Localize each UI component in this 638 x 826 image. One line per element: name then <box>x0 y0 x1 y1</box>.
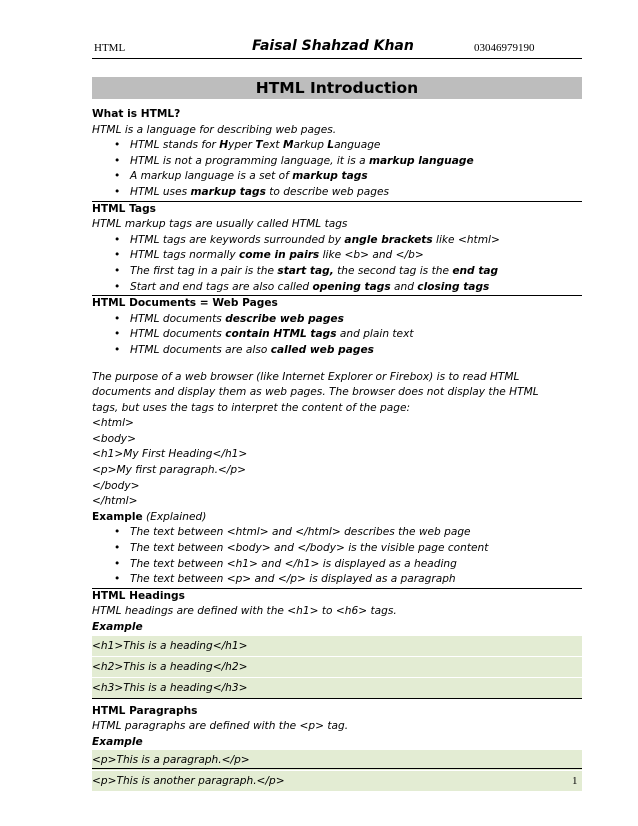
code-line: <h1>My First Heading</h1> <box>92 448 248 461</box>
section-heading: What is HTML? <box>92 108 181 120</box>
header-author: Faisal Shahzad Khan <box>252 38 414 54</box>
bullet-list <box>92 138 582 201</box>
section-heading: HTML Documents = Web Pages <box>92 297 278 310</box>
example-label: Example <box>92 621 143 633</box>
bullet-list <box>92 233 582 296</box>
page-header <box>92 38 582 59</box>
code-line: <p>This is a paragraph.</p> <box>92 750 582 771</box>
section-html-documents <box>92 296 582 589</box>
paragraph-line: The purpose of a web browser (like Internet Explorer or Firebox) is to read HTML <box>92 370 520 383</box>
section-heading: HTML Paragraphs <box>92 704 198 717</box>
section-what-is-html <box>92 107 582 202</box>
list-item: • The first tag in a pair is the start tag, the second tag is the end tag <box>92 264 582 280</box>
list-item: • The text between <body> and </body> is the visible page content <box>92 541 582 557</box>
section-heading: HTML Tags <box>92 202 156 215</box>
code-line: </body> <box>92 479 140 492</box>
list-item: • Start and end tags are also called opening tags and closing tags <box>92 280 582 297</box>
section-intro: HTML paragraphs are defined with the <p> tag. <box>92 720 349 733</box>
code-example-box <box>92 750 582 791</box>
section-html-headings <box>92 589 582 699</box>
list-item: • HTML tags are keywords surrounded by angle brackets like <html> <box>92 233 582 249</box>
code-line: </html> <box>92 495 138 508</box>
code-line: <h2>This is a heading</h2> <box>92 657 582 678</box>
example-label: Example <box>92 735 143 748</box>
section-html-paragraphs <box>92 704 582 792</box>
list-item: • HTML stands for Hyper Text Markup Language <box>92 138 582 154</box>
section-intro: HTML is a language for describing web pages. <box>92 123 337 136</box>
list-item: • The text between <p> and </p> is displayed as a paragraph <box>92 572 582 589</box>
section-intro: HTML headings are defined with the <h1> to <h6> tags. <box>92 605 397 618</box>
header-left: HTML <box>94 42 126 54</box>
code-line: <p>My first paragraph.</p> <box>92 464 246 477</box>
paragraph-line: documents and display them as web pages. The browser does not display the HTML <box>92 386 539 399</box>
footer-rule <box>92 768 582 769</box>
list-item: • The text between <html> and </html> describes the web page <box>92 525 582 541</box>
example-label: Example (Explained) <box>92 510 207 523</box>
list-item: • HTML is not a programming language, it is a markup language <box>92 154 582 170</box>
list-item: • HTML uses markup tags to describe web pages <box>92 185 582 202</box>
list-item: • HTML documents contain HTML tags and plain text <box>92 327 582 343</box>
list-item: • The text between <h1> and </h1> is displayed as a heading <box>92 557 582 573</box>
code-line: <h1>This is a heading</h1> <box>92 636 582 657</box>
code-example-box <box>92 636 582 699</box>
code-line: <html> <box>92 417 134 430</box>
section-html-tags <box>92 202 582 297</box>
page-title: HTML Introduction <box>92 77 582 99</box>
list-item: • HTML tags normally come in pairs like <b> and </b> <box>92 248 582 264</box>
bullet-list <box>92 312 582 359</box>
code-line: <p>This is another paragraph.</p> <box>92 771 582 791</box>
paragraph-line: tags, but uses the tags to interpret the content of the page: <box>92 401 411 414</box>
code-line: <body> <box>92 432 136 445</box>
code-line: <h3>This is a heading</h3> <box>92 678 582 698</box>
bullet-list <box>92 525 582 588</box>
list-item: • A markup language is a set of markup tags <box>92 169 582 185</box>
list-item: • HTML documents describe web pages <box>92 312 582 328</box>
section-heading: HTML Headings <box>92 589 185 602</box>
header-phone: 03046979190 <box>474 42 535 54</box>
list-item: • HTML documents are also called web pages <box>92 343 582 359</box>
page-number: 1 <box>572 775 578 787</box>
document-page <box>92 38 582 791</box>
section-intro: HTML markup tags are usually called HTML tags <box>92 218 348 231</box>
